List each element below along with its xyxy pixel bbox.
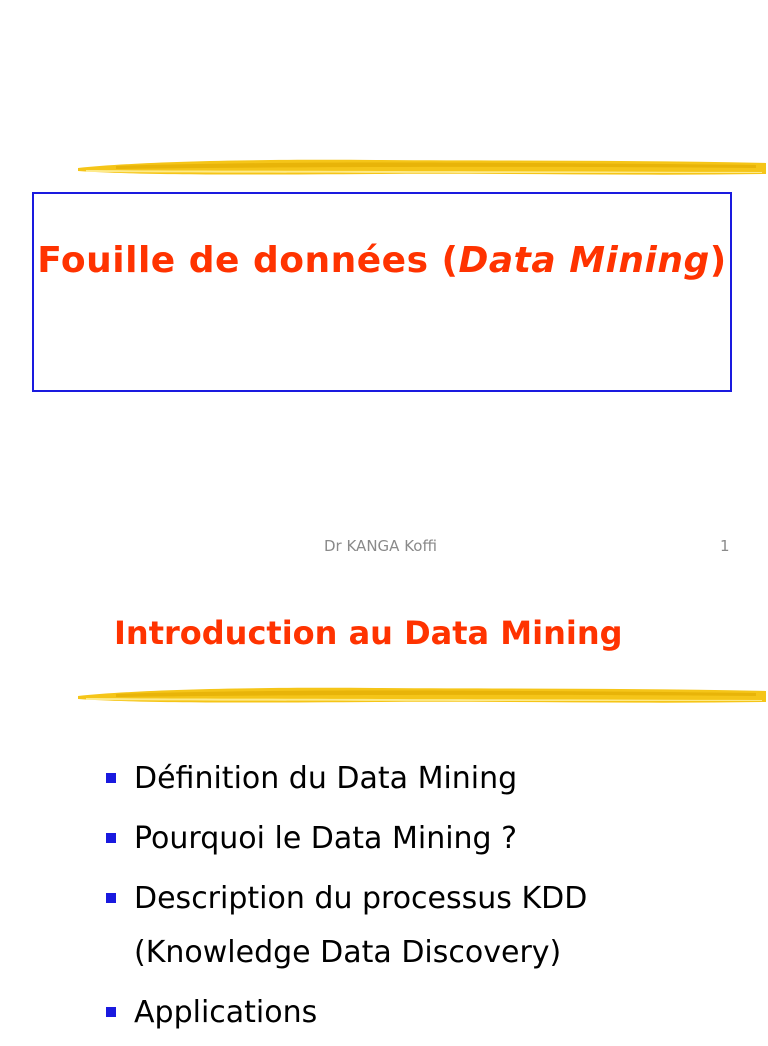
footer-author: Dr KANGA Koffi [324, 537, 437, 555]
bullet-list [106, 752, 587, 1046]
square-bullet-icon [106, 833, 116, 843]
title-italic: Data Mining [458, 240, 710, 281]
square-bullet-icon [106, 773, 116, 783]
list-item-continuation: (Knowledge Data Discovery) [134, 935, 562, 970]
square-bullet-icon [106, 1007, 116, 1017]
square-bullet-icon [106, 893, 116, 903]
list-item-text: Description du processus KDD [134, 881, 588, 916]
list-item [106, 812, 587, 866]
list-item [106, 872, 587, 980]
list-item-text: Définition du Data Mining [134, 761, 518, 796]
title-prefix: Fouille de données ( [37, 240, 459, 281]
slide-2 [0, 576, 768, 1030]
list-item [106, 986, 587, 1040]
list-item [106, 752, 587, 806]
title-box [32, 192, 732, 392]
slide-title [34, 240, 730, 281]
list-item-text: Applications [134, 995, 318, 1030]
brush-stroke-decoration [76, 682, 768, 708]
title-suffix: ) [709, 240, 727, 281]
list-item-text: Pourquoi le Data Mining ? [134, 821, 518, 856]
slide-title: Introduction au Data Mining [114, 614, 623, 652]
brush-stroke-decoration [76, 154, 768, 180]
page-number: 1 [720, 537, 730, 555]
